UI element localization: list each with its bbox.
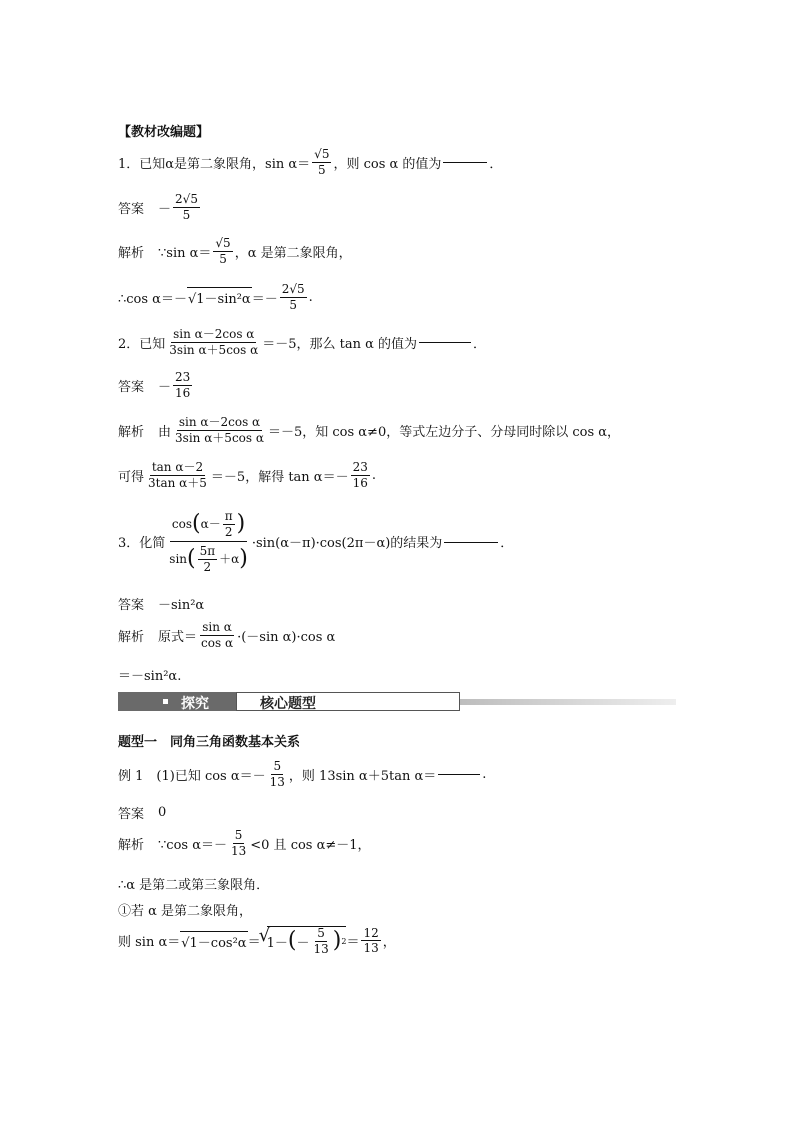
ex1-sol1-num: 5 [234, 828, 243, 842]
q2-sol2-result-num: 23 [352, 460, 368, 474]
ex1-solution-line-3 [118, 900, 252, 919]
question-2 [118, 328, 486, 356]
answer-label: 答案 [118, 201, 145, 217]
q2-sol2-prefix: 可得 [118, 469, 145, 485]
q2-sol1-fraction [173, 416, 266, 444]
q1-sol1-suffix: ，α 是第二象限角， [234, 245, 352, 261]
q2-sol2-result-den: 16 [352, 475, 368, 490]
q1-fraction [312, 148, 331, 176]
q3-num-fn: cos [171, 516, 193, 531]
q2-sol1-den: 3sin α＋5cos α [175, 430, 264, 445]
q3-answer-value: －sin²α [158, 598, 205, 613]
ex1-num: 5 [273, 759, 282, 773]
q3-end: ． [500, 536, 514, 552]
q1-sol2-fraction [280, 283, 307, 311]
q2-answer-sign: － [158, 379, 172, 395]
q1-solution-line-1 [118, 237, 352, 265]
ex1-sol4-fraction [361, 927, 380, 955]
q1-sol1-den: 5 [219, 251, 227, 266]
q2-sol2-den: 3tan α＋5 [148, 475, 207, 490]
q1-sol2-end: . [308, 289, 313, 305]
q1-answer-num: 2√5 [175, 192, 198, 206]
q3-den-b: ＋α [219, 551, 240, 566]
q2-sol2-result-fraction [351, 461, 370, 489]
section-label [118, 121, 209, 140]
ex1-end: . [482, 766, 487, 782]
ex1-sol4-lparen: ( [287, 928, 297, 954]
q1-end: ． [489, 156, 503, 172]
q3-num-rparen: ) [236, 511, 246, 537]
ex1-sol4-inner-den: 13 [313, 941, 329, 956]
q2-answer [118, 371, 194, 399]
q3-suffix: ·sin(α－π)·cos(2π－α)的结果为 [251, 536, 443, 552]
q3-solution-line-2 [118, 665, 181, 684]
ex1-answer [118, 803, 166, 822]
ex1-fraction [268, 760, 287, 788]
q2-solution-line-1 [118, 416, 620, 444]
ex1-sol4-exp: 2 [341, 936, 347, 946]
ex1-sol4-root: √1－cos²α [180, 931, 247, 951]
q2-frac-num: sin α－2cos α [173, 327, 255, 341]
q1-prefix: 1．已知α是第二象限角，sin α＝ [118, 156, 311, 172]
q2-sol2-num: tan α－2 [151, 460, 204, 474]
banner-right-text: 核心题型 [260, 696, 316, 712]
ex1-sol4-eq: ＝ [346, 935, 360, 951]
q1-suffix: ，则 cos α 的值为 [333, 156, 442, 172]
q1-sol2-mid: ＝－ [251, 291, 278, 307]
q3-prefix: 3．化简 [118, 536, 166, 552]
q2-sol1-suffix: ＝－5，知 cos α≠0，等式左边分子、分母同时除以 cos α， [267, 424, 621, 440]
q2-sol2-fraction [146, 461, 209, 489]
ex1-sol4-num: 12 [363, 925, 379, 940]
q2-solution-line-2 [118, 461, 376, 489]
ex1-sol4-root2-a: 1－ [266, 935, 288, 951]
q2-sol2-mid: ＝－5，解得 tan α＝－ [210, 469, 349, 485]
q1-solution-line-2 [118, 283, 313, 311]
q2-suffix: ＝－5，那么 tan α 的值为 [262, 336, 418, 352]
ex1-sol4-root2 [258, 925, 347, 956]
q3-num-pi-frac [223, 510, 235, 538]
banner-left-text: 探究 [181, 696, 209, 712]
q2-end: ． [473, 336, 487, 352]
ex1-sol4-inner-num: 5 [317, 926, 325, 940]
q1-answer-blank [443, 161, 487, 163]
q3-den-fn: sin [169, 551, 188, 566]
q2-answer-fraction [173, 371, 192, 399]
banner-gradient-bar [460, 699, 676, 705]
q3-sol1-prefix: 原式＝ [158, 629, 198, 645]
section-label-text: 【教材改编题】 [118, 125, 210, 140]
ex1-sol2: ∴α 是第二或第三象限角． [118, 878, 270, 893]
answer-label: 答案 [118, 379, 145, 395]
q2-prefix: 2．已知 [118, 336, 166, 352]
solution-label: 解析 [118, 424, 145, 440]
ex1-den: 13 [269, 774, 285, 789]
q2-answer-num: 23 [175, 370, 191, 384]
ex1-sol4-end: ， [382, 935, 396, 951]
sqrt-icon: √ [258, 925, 271, 946]
q1-frac-den: 5 [317, 162, 326, 177]
q2-sol1-prefix: 由 [158, 424, 172, 440]
ex1-sol1-fraction [229, 829, 248, 857]
q3-frac-den [167, 542, 250, 573]
ex1-suffix: ，则 13sin α＋5tan α＝ [288, 768, 437, 784]
q3-fraction [167, 510, 250, 573]
q1-sol2-den: 5 [289, 297, 298, 312]
q3-sol1-num: sin α [202, 620, 232, 634]
example-1 [118, 760, 486, 788]
q2-answer-blank [419, 341, 471, 343]
q3-den-5pi-frac [198, 545, 218, 573]
q1-answer-den: 5 [182, 207, 191, 222]
answer-label: 答案 [118, 807, 145, 822]
ex1-sol4-den: 13 [363, 941, 379, 956]
ex1-sol1-den: 13 [230, 843, 247, 858]
q2-sol1-num: sin α－2cos α [178, 415, 261, 429]
ex1-sol4-prefix: 则 sin α＝ [118, 935, 181, 951]
ex1-answer-blank [438, 773, 480, 775]
type1-title-text: 题型一 同角三角函数基本关系 [118, 735, 301, 750]
ex1-solution-line-4 [118, 926, 396, 955]
q1-answer-fraction [173, 193, 200, 221]
q3-sol1-fraction [199, 621, 235, 649]
q3-sol2: ＝－sin²α. [118, 669, 182, 684]
ex1-sol1-suffix: <0 且 cos α≠－1， [250, 837, 371, 853]
q3-solution-line-1 [118, 621, 335, 649]
q3-den-5pi: 5π [199, 544, 216, 559]
q1-sol1-prefix: ∵sin α＝ [158, 245, 212, 261]
ex1-sol3: ①若 α 是第二象限角， [118, 904, 253, 919]
q3-num-lparen: ( [192, 511, 201, 537]
solution-label: 解析 [118, 245, 145, 261]
solution-label: 解析 [118, 629, 145, 645]
q3-den-rparen: ) [239, 546, 248, 572]
ex1-sol1-prefix: ∵cos α＝－ [158, 837, 227, 853]
q2-fraction [167, 328, 260, 356]
q3-num-a: α－ [200, 516, 221, 531]
q3-answer-blank [444, 541, 498, 543]
q1-sol1-fraction [213, 237, 232, 265]
q3-num-2: 2 [224, 524, 233, 539]
banner-dark-block [118, 692, 236, 711]
ex1-sol4-inner-sign: － [296, 935, 310, 951]
ex1-sol4-inner-frac [311, 927, 330, 955]
question-1 [118, 148, 502, 176]
q2-frac-den: 3sin α＋5cos α [169, 342, 259, 357]
type1-title [118, 731, 300, 750]
q3-sol1-den: cos α [201, 635, 234, 650]
q1-answer [118, 193, 202, 221]
ex1-solution-line-1 [118, 829, 371, 857]
ex1-solution-line-2 [118, 874, 269, 893]
q3-den-2: 2 [203, 559, 212, 574]
q3-den-lparen: ( [187, 546, 196, 572]
q3-answer [118, 594, 204, 613]
question-3 [118, 510, 513, 573]
q1-sol2-prefix: ∴cos α＝－ [118, 291, 187, 307]
banner-square-icon [163, 699, 168, 704]
q1-frac-num: √5 [314, 147, 330, 161]
ex1-sol4-rparen: ) [332, 928, 342, 954]
q2-sol2-end: . [371, 467, 377, 483]
q1-sol1-num: √5 [215, 236, 231, 250]
section-banner [118, 692, 676, 711]
ex1-prefix: 例 1 (1)已知 cos α＝－ [118, 768, 266, 784]
q1-sol2-root: √1－sin²α [187, 287, 252, 307]
q2-answer-den: 16 [175, 385, 191, 400]
q1-answer-sign: － [158, 201, 172, 217]
q3-num-pi: π [224, 509, 233, 523]
solution-label: 解析 [118, 837, 145, 853]
ex1-answer-value: 0 [158, 805, 167, 820]
q1-sol2-num: 2√5 [281, 282, 305, 296]
ex1-sol4-mid: ＝ [247, 935, 261, 951]
q3-frac-num [170, 510, 247, 542]
q3-sol1-suffix: ·(－sin α)·cos α [237, 629, 336, 645]
answer-label: 答案 [118, 598, 145, 613]
